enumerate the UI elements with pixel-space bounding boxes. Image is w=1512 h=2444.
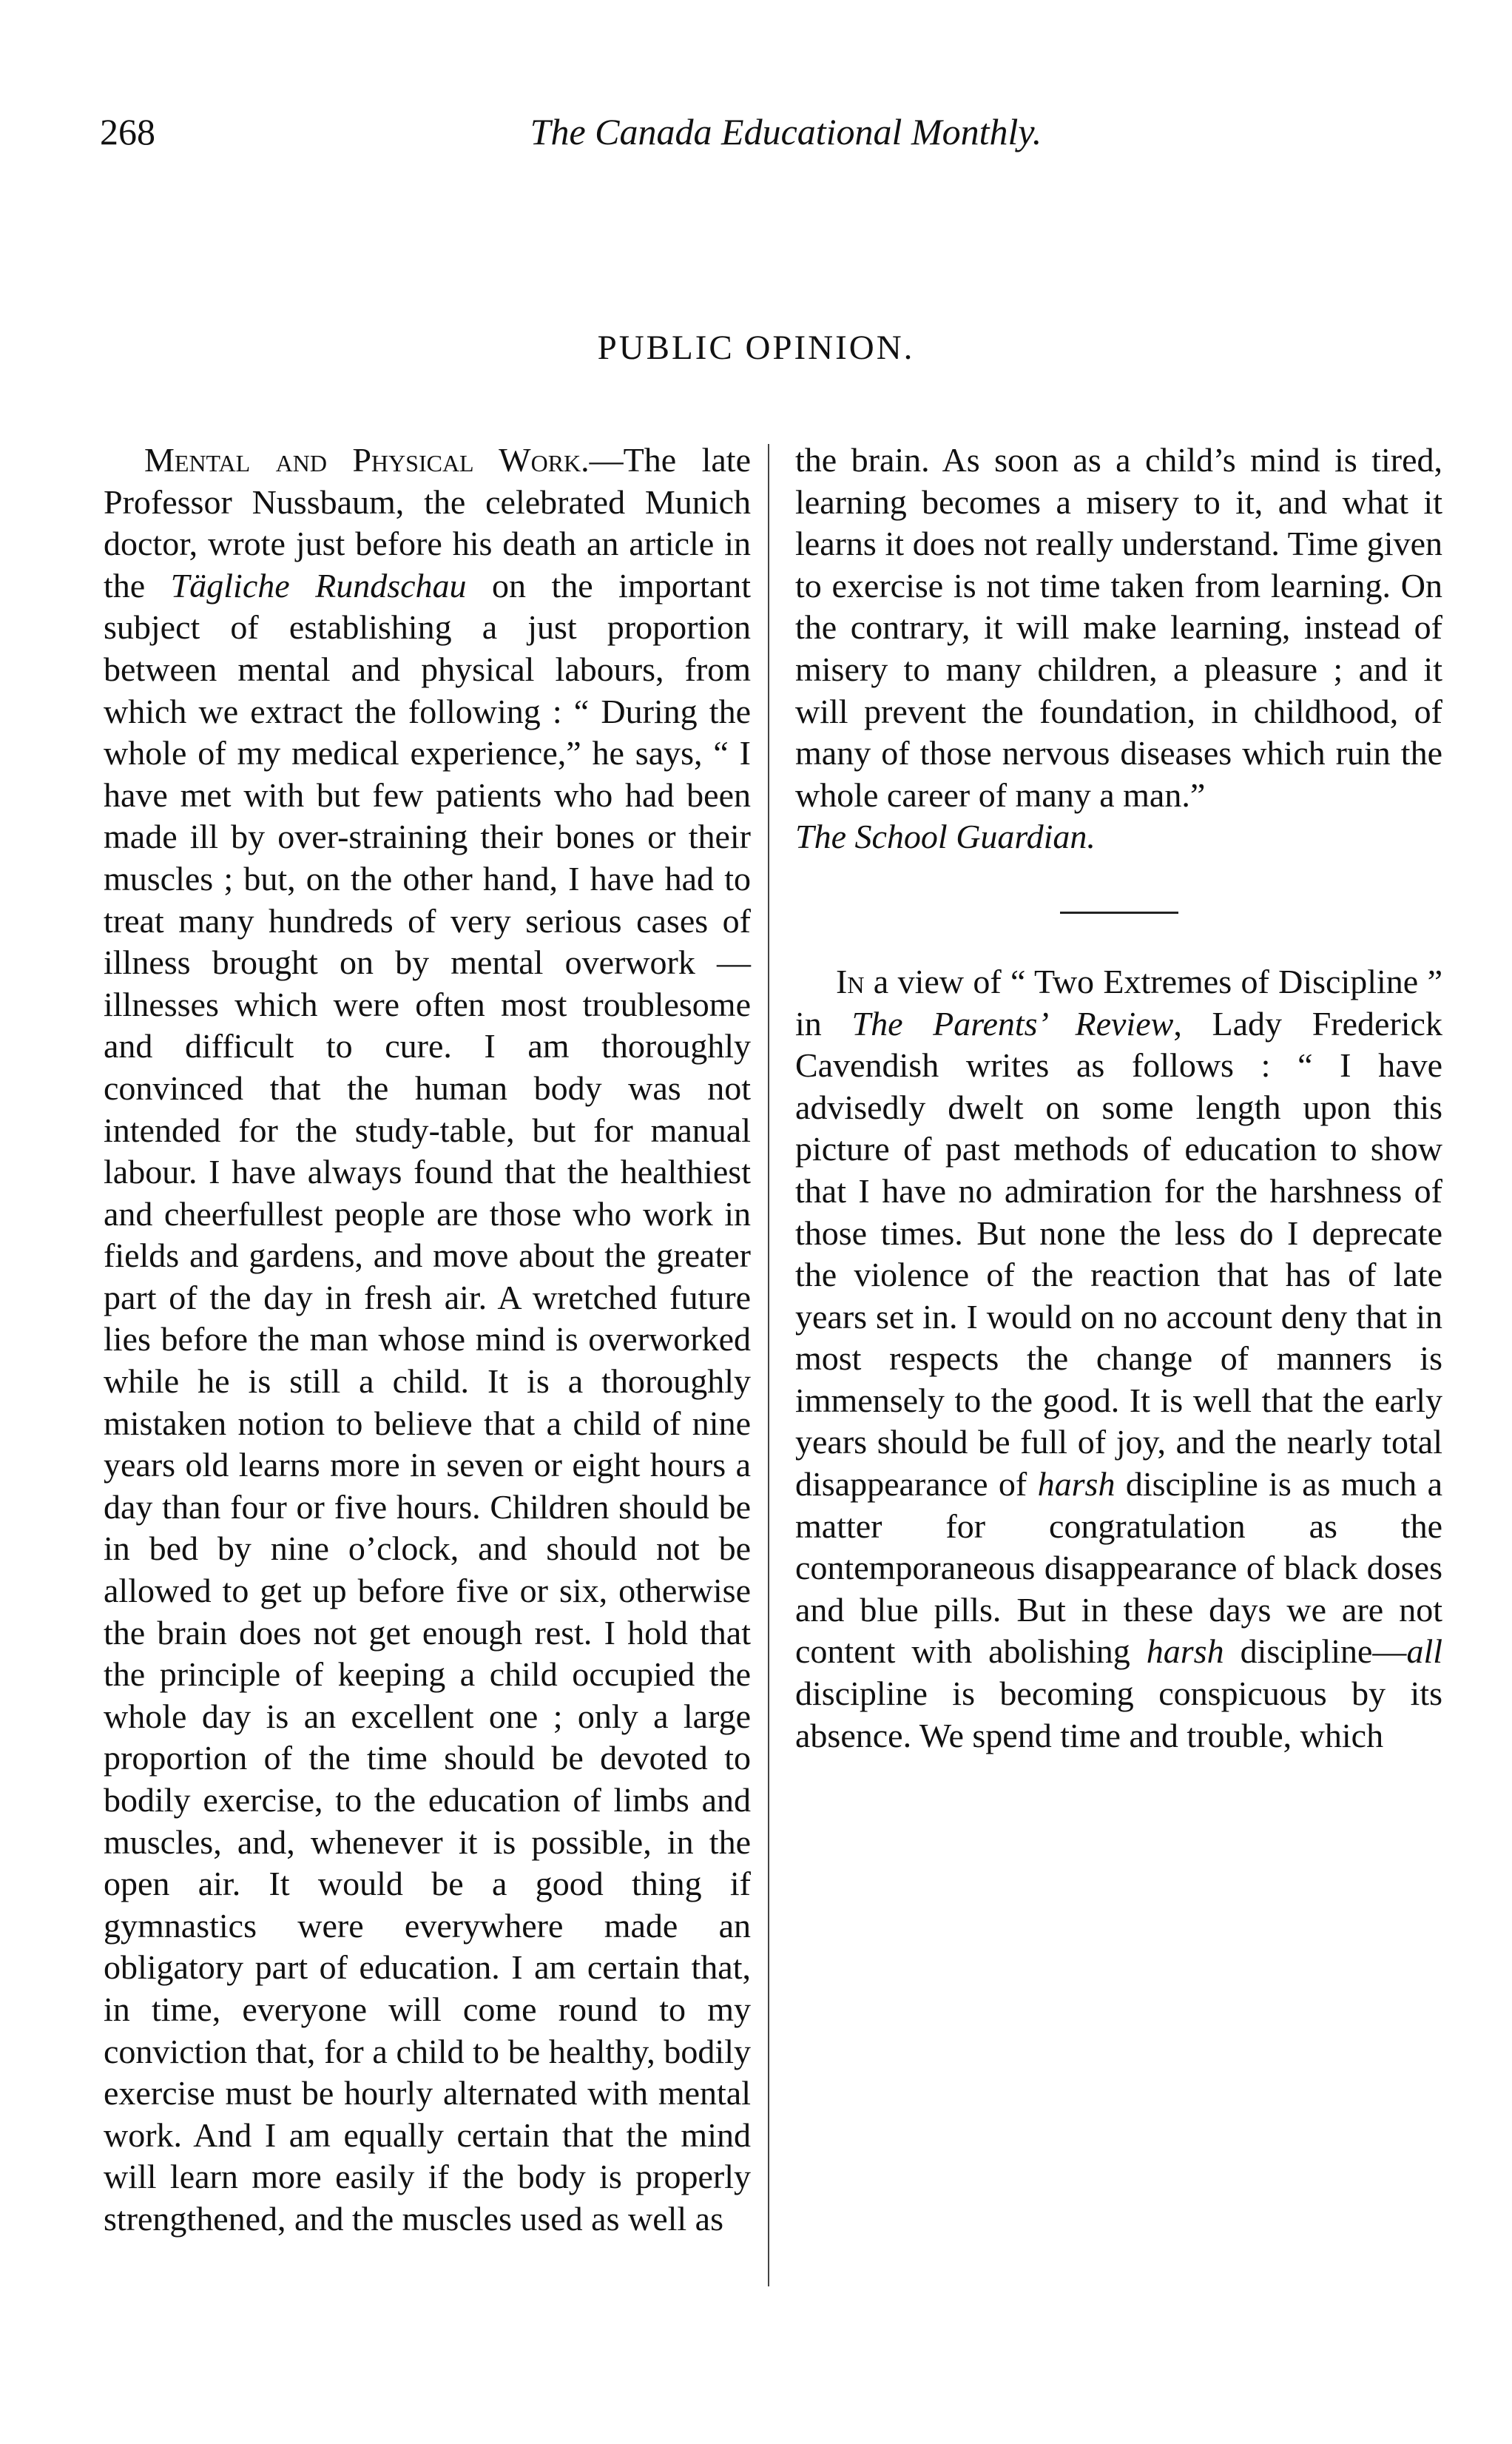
article-lead-word: In — [836, 962, 865, 1000]
emphasis-word: all — [1406, 1632, 1442, 1671]
article-body-part: on the important subject of establishing a just proportion between mental and physical labours, from which we extract the following : “ During the whole of my medical experience,” he says, “ I have met with but few patients who had been made ill by over-straining their bones or their muscles ; but, on the other hand, I have had to treat many hundreds of very serious cases of illness brought on by mental overwork —illnesses which were often most troublesome and difficult to cure. I am thoroughly convinced that the human body was not intended for the study-table, but for manual labour. I have always found that the healthiest and cheerfullest people are those who work in fields and gardens, and move about the greater part of the day in fresh air. A wretched future lies before the man whose mind is overworked while he is still a child. It is a thoroughly mistaken notion to believe that a child of nine years old learns more in seven or eight hours a day than four or five hours. Children should be in bed by nine o’clock, and should not be allowed to get up before five or six, otherwise the brain does not get enough rest. I hold that the principle of keeping a child occupied the whole day is an excellent one ; only a large proportion of the time should be devoted to bodily exercise, to the education of limbs and muscles, and, whenever it is possible, in the open air. It would be a good thing if gymnastics were everywhere made an obligatory part of education. I am certain that, in time, everyone will come round to my conviction that, for a child to be healthy, bodily exercise must be hourly alternated with mental work. And I am equally certain that the mind will learn more easily if the body is properly strengthened, and the muscles used as well as — [104, 566, 751, 2238]
right-column — [795, 440, 1442, 1757]
article-discipline-paragraph — [795, 961, 1442, 1757]
emphasis-word: harsh — [1146, 1632, 1224, 1671]
article-body-part: a view of “ Two Extremes of Discipline ” in — [795, 962, 1442, 1043]
publication-title: The Parents’ Review — [851, 1004, 1174, 1043]
page-number: 268 — [100, 111, 155, 152]
emphasis-word: harsh — [1037, 1465, 1116, 1504]
left-column — [104, 440, 751, 2241]
column-divider — [768, 444, 769, 2286]
section-title: PUBLIC OPINION. — [597, 329, 915, 367]
article-body-part: The late Professor Nussbaum, the celebrated Munich doctor, wrote just before his death an article in the — [104, 441, 751, 605]
journal-title: The Canada Educational Monthly. — [530, 111, 1042, 152]
section-divider — [1060, 912, 1178, 914]
article-body-part: discipline is becoming conspicuous by its absence. We spend time and trouble, which — [795, 1674, 1442, 1754]
article-source: The School Guardian. — [795, 818, 1096, 856]
article-body-part: discipline is as much a matter for congratulation as the contemporaneous disappearance of black doses and blue pills. But in these days we are not content with abolishing — [795, 1465, 1442, 1671]
article-body-part: , Lady Frederick Cavendish writes as follows : “ I have advisedly dwelt on some length upon this picture of past methods of education to show that I have no admiration for the harshness of those times. But none the less do I deprecate the violence of the reaction that has of late years set in. I would on no account deny that in most respects the change of manners is immensely to the good. It is well that the early years should be full of joy, and the nearly total disappearance of — [795, 1004, 1442, 1504]
article-continuation: the brain. As soon as a child’s mind is tired, learning becomes a misery to it, and what it learns it does not really understand. Time given to exercise is not time taken from learning. On the contrary, it will make learning, instead of misery to many children, a pleasure ; and it will prevent the foundation, in childhood, of many of those nervous diseases which ruin the whole career of many a man.” — [795, 441, 1442, 814]
article-mental-physical-work-paragraph — [104, 440, 751, 2241]
article-heading: Mental and Physical Work.— — [144, 441, 624, 479]
article-body-part: discipline— — [1224, 1632, 1407, 1671]
running-head — [100, 110, 1472, 161]
publication-title: Tägliche Rundschau — [170, 566, 467, 605]
